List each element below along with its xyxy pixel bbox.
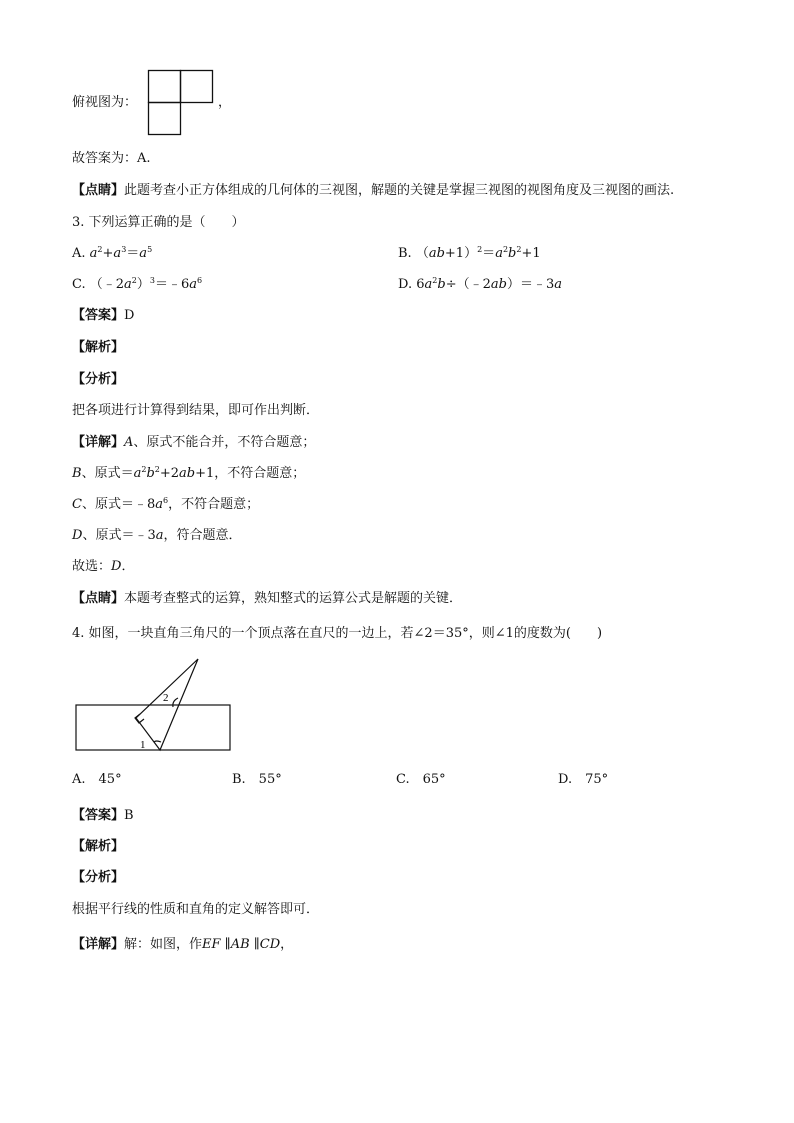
angle-1-arc [154,741,161,742]
q4-option-b: B. 55° [232,772,282,787]
q3-stem: 3. 下列运算正确的是（ ） [72,215,245,230]
q3-choose: 故选：D． [72,559,135,574]
q3-detail-c: C、原式$=﹣8a^6$，不符合题意； [72,496,260,512]
q3-answer-tag: 【答案】 [72,308,125,323]
top-view-figure [148,70,214,136]
q4-fenxi-tag: 【分析】 [72,870,125,885]
q4-answer-tag: 【答案】 [72,808,125,823]
ruler [76,705,230,750]
q4-detail-tag: 【详解】 [72,937,125,952]
q3-analysis-tag: 【解析】 [72,340,125,355]
top-view-square-2 [181,71,213,103]
q2-point [72,182,674,200]
angle-1-label: 1 [140,739,146,751]
q4-analysis-tag: 【解析】 [72,839,125,854]
q3-detail-a: 【详解】A、原式不能合并，不符合题意； [72,435,316,450]
q4-option-d: D. 75° [558,772,609,787]
q3-answer-value: D [124,308,135,323]
q3-fenxi-text: 把各项进行计算得到结果，即可作出判断． [72,403,320,418]
q3-option-d: D. $6a^2b\div(﹣2ab)=﹣3a$ [398,276,562,292]
q3-answer [72,307,134,325]
q3-detail-tag: 【详解】 [72,435,125,450]
q4-figure [74,656,234,752]
top-view-square-1 [149,71,181,103]
q4-fenxi-text: 根据平行线的性质和直角的定义解答即可． [72,902,320,917]
q4-detail: 【详解】解：如图，作EF ∥AB ∥CD， [72,937,294,952]
top-view-square-3 [149,103,181,135]
angle-2-arc [173,698,178,707]
top-view-label: 俯视图为： [72,95,138,110]
top-view-comma: ， [218,95,232,110]
q3-point-text: 本题考查整式的运算，熟知整式的运算公式是解题的关键． [124,591,463,606]
q2-point-tag: 【点睛】 [72,183,125,198]
angle-2-label: 2 [163,692,169,704]
q4-option-c: C. 65° [396,772,446,787]
q3-option-c: C. $(﹣2a^2)^3=﹣6a^6$ [72,276,203,292]
q4-option-a: A. 45° [72,772,122,787]
q3-detail-d: D、原式＝﹣3a，符合题意． [72,528,242,543]
q3-fenxi-tag: 【分析】 [72,372,125,387]
q3-detail-b: B、原式$=a^2b^2+2ab+1$，不符合题意； [72,465,306,481]
q4-answer [72,807,134,825]
q3-option-b: B. $(ab+1)^2=a^2b^2+1$ [398,245,541,261]
q2-answer: 故答案为：A. [72,151,151,166]
top-view-label-row [72,94,137,112]
q3-point [72,590,462,608]
q2-point-text: 此题考查小正方体组成的几何体的三视图，解题的关键是掌握三视图的视图角度及三视图的画法. [124,183,675,198]
q4-stem: 4. 如图，一块直角三角尺的一个顶点落在直尺的一边上，若∠2＝35°，则∠1的度数为( ) [72,626,603,641]
q3-option-a: A. $a^2+a^3=a^5$ [72,245,153,261]
q3-point-tag: 【点睛】 [72,591,125,606]
q4-answer-value: B [124,808,134,823]
